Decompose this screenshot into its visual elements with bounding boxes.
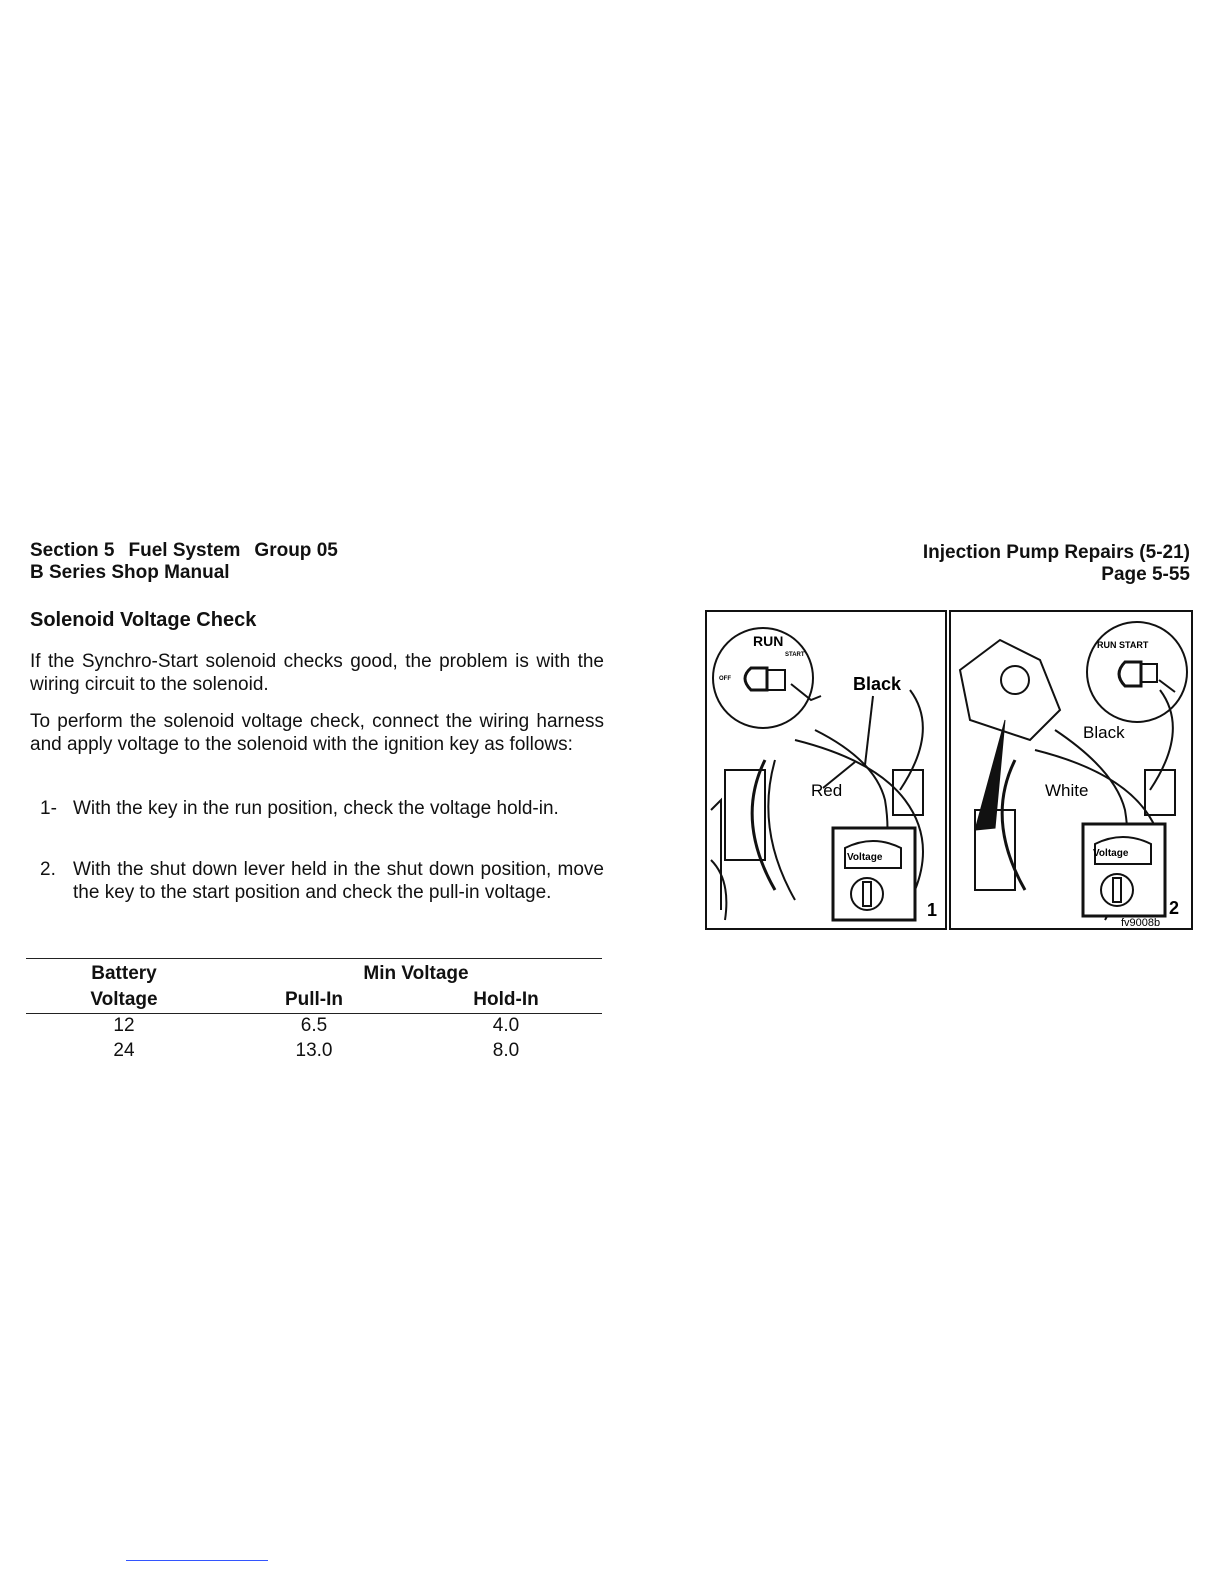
table-cell: 12 (113, 1015, 135, 1036)
section-label: Section 5 (30, 540, 115, 561)
header-voltage: Voltage (90, 989, 158, 1010)
header-battery: Battery (91, 963, 157, 984)
group-label: Group 05 (254, 540, 338, 561)
system-label: Fuel System (128, 540, 241, 561)
label-white: White (1045, 781, 1089, 800)
paragraph-1: If the Synchro-Start solenoid checks good, the problem is with the wiring circuit to the solenoid. (30, 651, 604, 695)
footer-rule (126, 1560, 268, 1561)
panel-number: 1 (927, 900, 938, 920)
page-number: Page 5-55 (1101, 564, 1190, 585)
label-run-start: RUN START (1097, 640, 1149, 650)
step-text: With the shut down lever held in the shut down position, move the key to the start position and check the pull-in voltage. (73, 859, 604, 903)
figure-code: fv9008b (1121, 917, 1161, 929)
paragraph-2: To perform the solenoid voltage check, connect the wiring harness and apply voltage to the solenoid with the ignition key as follows: (30, 711, 604, 755)
manual-label: B Series Shop Manual (30, 562, 230, 583)
section-header (30, 540, 338, 584)
solenoid-wiring-illustration (705, 610, 1193, 932)
page-header (923, 542, 1190, 586)
table-cell: 6.5 (300, 1015, 328, 1036)
table-cell: 8.0 (492, 1040, 520, 1061)
label-red: Red (811, 781, 843, 800)
label-black: Black (1083, 723, 1125, 742)
header-hold-in: Hold-In (473, 989, 539, 1010)
illustration-svg (705, 610, 1193, 932)
label-off: OFF (719, 676, 731, 682)
step-number: 2. (40, 859, 56, 880)
panel-2 (950, 611, 1192, 929)
section-title: Solenoid Voltage Check (30, 609, 257, 631)
panel-1 (706, 611, 946, 929)
chapter-title: Injection Pump Repairs (5-21) (922, 542, 1190, 563)
table-cell: 13.0 (295, 1040, 333, 1061)
label-voltage: Voltage (847, 852, 883, 863)
key-switch-inset (1087, 622, 1187, 722)
step-2 (40, 858, 604, 904)
label-black: Black (853, 674, 902, 694)
step-1 (40, 797, 604, 820)
header-pull-in: Pull-In (284, 989, 344, 1010)
table-cell: 4.0 (492, 1015, 520, 1036)
label-voltage: Voltage (1093, 848, 1129, 859)
label-run: RUN (753, 633, 784, 649)
step-text: With the key in the run position, check the voltage hold-in. (73, 798, 559, 819)
table-top-rule (26, 958, 602, 959)
section-line (30, 540, 338, 562)
label-start: START (785, 652, 805, 658)
panel-number: 2 (1169, 898, 1180, 918)
header-min-voltage: Min Voltage (363, 963, 469, 984)
step-number: 1- (40, 798, 57, 819)
table-cell: 24 (113, 1040, 135, 1061)
